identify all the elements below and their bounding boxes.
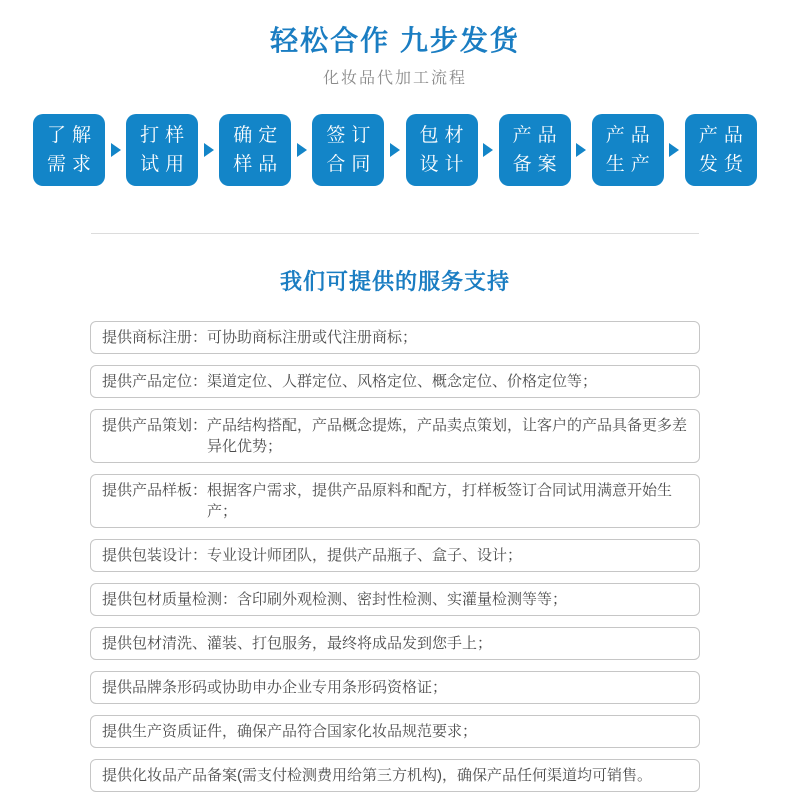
- arrow-right-icon: [483, 143, 493, 157]
- service-item-label: 提供产品样板：: [102, 482, 208, 499]
- page-subtitle: 化妆品代加工流程: [322, 70, 467, 87]
- service-item-label: 提供包装设计：: [102, 547, 208, 564]
- service-item-label: 提供产品策划：: [102, 417, 208, 434]
- service-item-text: 提供化妆品产品备案(需支付检测费用给第三方机构)，确保产品任何渠道均可销售。: [102, 767, 652, 784]
- flow-step-line-1: 包材: [419, 125, 470, 146]
- flow-step-line-2: 样品: [233, 154, 284, 175]
- flow-step-5: [406, 114, 478, 186]
- service-item-text: 根据客户需求，提供产品原料和配方，打样板签订合同试用满意开始生产；: [207, 482, 673, 520]
- service-item-text: 产品结构搭配，产品概念提炼，产品卖点策划，让客户的产品具备更多差异化优势；: [207, 417, 688, 455]
- service-item-8: [90, 671, 700, 704]
- flow-step-4: [312, 114, 384, 186]
- arrow-right-icon: [204, 143, 214, 157]
- arrow-right-icon: [669, 143, 679, 157]
- service-item-label: 提供产品定位：: [102, 373, 208, 390]
- service-item-text: 提供包材清洗、灌装、打包服务，最终将成品发到您手上；: [102, 635, 493, 652]
- service-item-text: 含印刷外观检测、密封性检测、实灌量检测等等；: [237, 591, 568, 608]
- service-item-10: [90, 759, 700, 792]
- flow-step-line-1: 产品: [512, 125, 563, 146]
- service-item-text: 渠道定位、人群定位、风格定位、概念定位、价格定位等；: [207, 373, 598, 390]
- flow-step-line-2: 试用: [140, 154, 191, 175]
- flow-step-8: [685, 114, 757, 186]
- flow-step-line-1: 产品: [605, 125, 656, 146]
- flow-step-line-1: 确定: [233, 125, 284, 146]
- flow-step-3: [219, 114, 291, 186]
- flow-step-line-1: 产品: [698, 125, 749, 146]
- service-item-label: 提供商标注册：: [102, 329, 208, 346]
- service-item-2: [90, 365, 700, 398]
- page-title: 轻松合作 九步发货: [270, 25, 520, 56]
- service-item-text: 提供品牌条形码或协助申办企业专用条形码资格证；: [102, 679, 448, 696]
- arrow-right-icon: [111, 143, 121, 157]
- flow-step-line-2: 生产: [605, 154, 656, 175]
- service-item-4: [90, 474, 700, 528]
- flow-step-line-1: 签订: [326, 125, 377, 146]
- flow-step-line-1: 了解: [46, 125, 97, 146]
- service-item-text: 可协助商标注册或代注册商标；: [207, 329, 418, 346]
- services-list: [90, 321, 700, 792]
- services-section-title: 我们可提供的服务支持: [279, 269, 510, 294]
- flow-step-2: [126, 114, 198, 186]
- service-item-3: [90, 409, 700, 463]
- service-item-9: [90, 715, 700, 748]
- flow-step-1: [33, 114, 105, 186]
- arrow-right-icon: [297, 143, 307, 157]
- arrow-right-icon: [390, 143, 400, 157]
- flow-step-line-1: 打样: [140, 125, 191, 146]
- process-flow: [33, 114, 757, 186]
- flow-step-line-2: 合同: [326, 154, 377, 175]
- service-item-6: [90, 583, 700, 616]
- flow-step-line-2: 发货: [698, 154, 749, 175]
- service-item-5: [90, 539, 700, 572]
- service-item-label: 提供包材质量检测：: [102, 591, 238, 608]
- section-divider: [91, 233, 699, 234]
- flow-step-6: [499, 114, 571, 186]
- service-item-text: 专业设计师团队，提供产品瓶子、盒子、设计；: [207, 547, 523, 564]
- service-item-1: [90, 321, 700, 354]
- flow-step-line-2: 需求: [46, 154, 97, 175]
- flow-step-7: [592, 114, 664, 186]
- flow-step-line-2: 备案: [512, 154, 563, 175]
- header: [0, 0, 790, 88]
- service-item-7: [90, 627, 700, 660]
- arrow-right-icon: [576, 143, 586, 157]
- flow-step-line-2: 设计: [419, 154, 470, 175]
- service-item-text: 提供生产资质证件，确保产品符合国家化妆品规范要求；: [102, 723, 478, 740]
